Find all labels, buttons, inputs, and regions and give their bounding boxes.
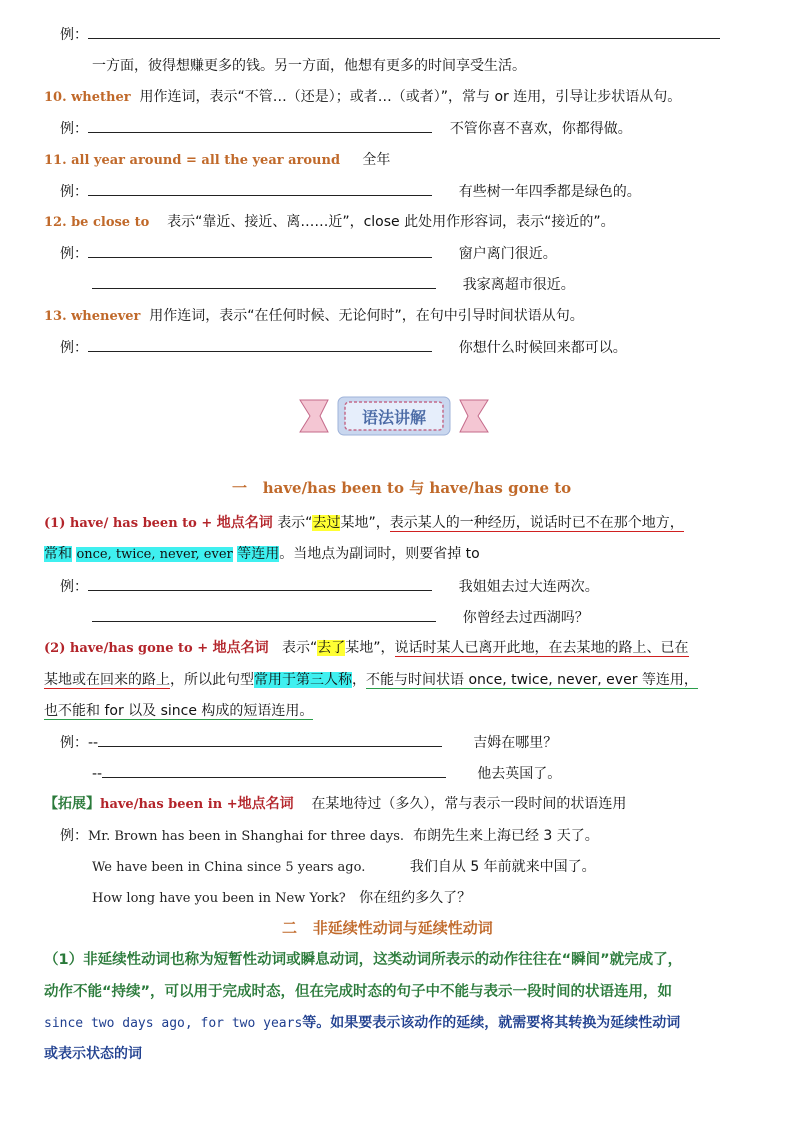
example-row: 例： 不管你喜不喜欢，你都得做。 (60, 118, 632, 139)
example-row: How long have you been in New York? 你在纽约多久了？ (92, 890, 472, 906)
translation-text: 不管你喜不喜欢，你都得做。 (449, 121, 632, 137)
example-row (92, 274, 575, 295)
rule-2-line-1: (2) have/has gone to + 地点名词 表示“去了某地”，说话时某人已离开此地，在去某地的路上、已在 (44, 640, 689, 656)
rule-2-line-2: 某地或在回来的路上，所以此句型常用于第三人称，不能与时间状语 once, twice, never, ever 等连用， (44, 672, 698, 688)
translation-text: 我家离超市很近。 (462, 277, 575, 293)
example-row: 例： 你想什么时候回来都可以。 (60, 337, 627, 358)
vocab-desc: 用作连词，表示“不管…（还是）；或者…（或者）”，常与 or 连用，引导让步状语从句。 (139, 89, 682, 105)
paragraph-line: 或表示状态的词 (44, 1046, 142, 1062)
vocab-word: be close to (71, 215, 150, 230)
answer-blank[interactable] (88, 337, 432, 352)
vocab-item-whenever: 13. whenever 用作连词，表示“在任何时候、无论何时”，在句中引导时间状语从句。 (44, 308, 584, 324)
vocab-word: whenever (71, 309, 141, 324)
rule-2-line-3: 也不能和 for 以及 since 构成的短语连用。 (44, 703, 314, 719)
vocab-word: all year around = all the year around (71, 153, 341, 168)
answer-blank[interactable] (88, 243, 432, 258)
example-row: 例： 窗户离门很近。 (60, 243, 557, 264)
translation-text: 他去英国了。 (477, 766, 562, 782)
answer-blank[interactable] (88, 181, 432, 196)
translation-text: 你想什么时候回来都可以。 (458, 340, 627, 356)
extension-note: 【拓展】have/has been in +地点名词 在某地待过（多久），常与表示一段时间的状语连用 (44, 796, 627, 812)
example-row: We have been in China since 5 years ago. 我们自从 5 年前就来中国了。 (92, 859, 596, 875)
example-row: -- 他去英国了。 (92, 763, 561, 784)
answer-blank[interactable] (88, 576, 432, 591)
translation-text: 吉姆在哪里？ (473, 735, 558, 751)
example-row: 例： 我姐姐去过大连两次。 (60, 576, 599, 597)
vocab-word: whether (71, 90, 131, 105)
vocab-desc: 用作连词，表示“在任何时候、无论何时”，在句中引导时间状语从句。 (149, 308, 584, 324)
rule-1-line-2: 常和 once, twice, never, ever 等连用。当地点为副词时，则要省掉 to (44, 546, 480, 562)
vocab-item-all-year-around: 11. all year around = all the year around 全年 (44, 152, 391, 168)
vocab-desc: 全年 (362, 152, 391, 168)
vocab-desc: 表示“靠近、接近、离……近”，close 此处用作形容词，表示“接近的”。 (167, 214, 615, 230)
vocab-item-whether: 10. whether 用作连词，表示“不管…（还是）；或者…（或者）”，常与 or 连用，引导让步状语从句。 (44, 89, 682, 105)
translation-text: 窗户离门很近。 (458, 246, 557, 262)
answer-blank[interactable] (102, 763, 446, 778)
translation-text: 你在纽约多久了？ (359, 890, 472, 906)
translation-text: 布朗先生来上海已经 3 天了。 (412, 828, 599, 844)
translation-text: 我们自从 5 年前就来中国了。 (409, 859, 596, 875)
translation-text: 你曾经去过西湖吗？ (462, 610, 589, 626)
answer-blank[interactable] (92, 274, 436, 289)
example-row (60, 24, 720, 45)
translation-text: 有些树一年四季都是绿色的。 (458, 184, 641, 200)
example-row: 例：Mr. Brown has been in Shanghai for three days. 布朗先生来上海已经 3 天了。 (60, 828, 599, 844)
answer-blank[interactable] (98, 732, 442, 747)
banner-title: 语法讲解 (361, 408, 426, 427)
paragraph-line: 动作不能“持续”，可以用于完成时态，但在完成时态的句子中不能与表示一段时间的状语连用，如 (44, 984, 673, 1000)
example-row: 例： 有些树一年四季都是绿色的。 (60, 181, 641, 202)
section-title: 一 have/has been to 与 have/has gone to (232, 479, 572, 497)
answer-blank[interactable] (88, 118, 432, 133)
translation-text: 一方面，彼得想赚更多的钱。另一方面，他想有更多的时间享受生活。 (92, 58, 526, 74)
section-title: 二 非延续性动词与延续性动词 (282, 919, 493, 937)
section-banner (298, 396, 490, 436)
answer-blank[interactable] (92, 607, 436, 622)
example-label: 例： (60, 27, 88, 43)
vocab-item-be-close-to: 12. be close to 表示“靠近、接近、离……近”，close 此处用作形容词，表示“接近的”。 (44, 214, 615, 230)
example-row (92, 607, 589, 628)
paragraph-line: since two days ago, for two years等。如果要表示该动作的延续，就需要将其转换为延续性动词 (44, 1015, 681, 1031)
example-row: 例：-- 吉姆在哪里？ (60, 732, 557, 753)
paragraph-line: （1）非延续性动词也称为短暂性动词或瞬息动词，这类动词所表示的动作往往在“瞬间”就完成了， (44, 952, 683, 968)
translation-text: 我姐姐去过大连两次。 (458, 579, 599, 595)
answer-blank[interactable] (88, 24, 720, 39)
rule-1-line-1: (1) have/ has been to + 地点名词 表示“去过某地”，表示某人的一种经历，说话时已不在那个地方， (44, 515, 684, 531)
